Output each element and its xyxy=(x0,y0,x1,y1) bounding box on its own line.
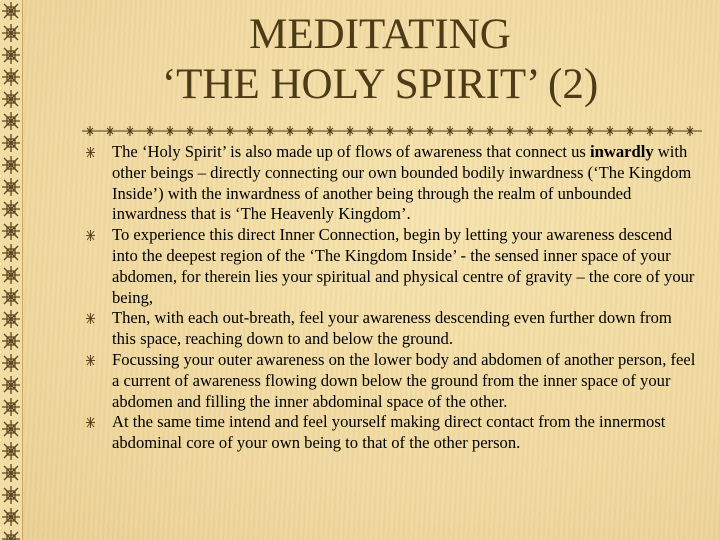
bullet-item xyxy=(86,412,698,454)
left-ornamental-border xyxy=(0,0,23,540)
bullet-text: At the same time intend and feel yourself making direct contact from the innermost abdominal core of your own being to that of the other person. xyxy=(112,412,666,453)
title-line-1: MEDITATING xyxy=(249,11,511,58)
celtic-knot-border-segment xyxy=(2,2,20,20)
celtic-knot-border-segment xyxy=(2,178,20,196)
bullet-text xyxy=(112,142,691,223)
bullet-item xyxy=(86,225,698,308)
celtic-knot-bullet-icon xyxy=(86,147,95,158)
bullet-text: To experience this direct Inner Connection, begin by letting your awareness descend into the deepest region of the ‘The Kingdom Inside’ - the sensed inner space of your abdomen, for therein lies your spiritual and physical centre of gravity – the core of your being, xyxy=(112,225,695,307)
celtic-knot-border-segment xyxy=(2,288,20,306)
celtic-knot-border-segment xyxy=(2,332,20,350)
celtic-knot-border-segment xyxy=(2,200,20,218)
celtic-knot-border-segment xyxy=(2,486,20,504)
celtic-knot-border-icon xyxy=(0,0,22,540)
celtic-knot-bullet-icon xyxy=(86,417,95,428)
celtic-knot-bullet-icon xyxy=(86,230,95,241)
bullet-item xyxy=(86,308,698,350)
slide-title xyxy=(60,10,700,110)
celtic-knot-border-segment xyxy=(2,354,20,372)
celtic-knot-border-segment xyxy=(2,530,20,540)
celtic-knot-border-segment xyxy=(2,156,20,174)
bullet-text-end: with other beings – directly connecting our own bounded bodily inwardness (‘The Kingdom Inside’) with the inwardness of another being through the realm of unbounded inwardness that is ‘The Heavenly Kingdom’. xyxy=(112,142,692,224)
celtic-knot-border-segment xyxy=(2,442,20,460)
bullet-item xyxy=(86,350,698,412)
celtic-knot-border-segment xyxy=(2,68,20,86)
celtic-knot-border-segment xyxy=(2,398,20,416)
celtic-knot-border-segment xyxy=(2,244,20,262)
bullet-list xyxy=(86,142,698,454)
celtic-knot-border-segment xyxy=(2,90,20,108)
bullet-item xyxy=(86,142,698,225)
celtic-knot-border-segment xyxy=(2,112,20,130)
celtic-knot-border-segment xyxy=(2,266,20,284)
bullet-text-start: The ‘Holy Spirit’ is also made up of flows of awareness that connect us xyxy=(112,142,591,161)
celtic-knot-border-segment xyxy=(2,376,20,394)
celtic-knot-border-segment xyxy=(2,310,20,328)
bullet-emphasis: inwardly xyxy=(590,142,654,161)
celtic-knot-border-segment xyxy=(2,134,20,152)
ornamental-rule xyxy=(82,121,702,141)
celtic-knot-border-segment xyxy=(2,464,20,482)
celtic-knot-border-segment xyxy=(2,222,20,240)
celtic-knot-border-segment xyxy=(2,24,20,42)
celtic-knot-bullet-icon xyxy=(86,355,95,366)
celtic-knot-border-segment xyxy=(2,508,20,526)
celtic-knot-border-segment xyxy=(2,420,20,438)
bullet-text: Then, with each out-breath, feel your awareness descending even further down from this space, reaching down to and below the ground. xyxy=(112,308,672,349)
title-line-2: ‘THE HOLY SPIRIT’ (2) xyxy=(161,61,599,108)
celtic-knot-border-segment xyxy=(2,46,20,64)
celtic-knot-bullet-icon xyxy=(86,313,95,324)
bullet-text: Focussing your outer awareness on the lower body and abdomen of another person, feel a current of awareness flowing down below the ground from the inner space of your abdomen and filling the inner abdominal space of the other. xyxy=(112,349,696,411)
